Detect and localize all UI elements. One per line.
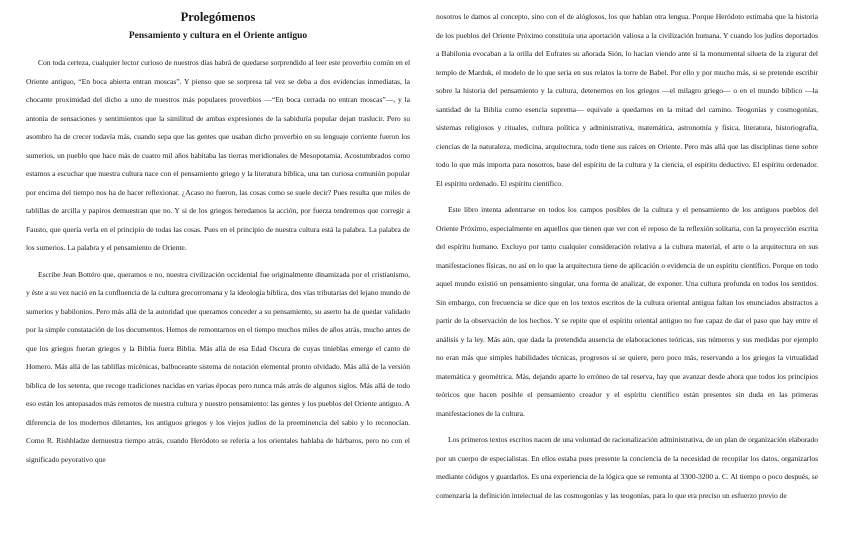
right-paragraph-3: Los primeros textos escritos nacen de una voluntad de racionalización administrativa, de un plan de organización elaborado por un cuerpo de especialistas. En ellos estaba pues presente la conciencia de la necesidad de recopilar los datos, organizarlos mediante códigos y guardarlos. Es una experiencia de la lógica que se remonta al 3300-3200 a. C. Al tiempo o poco después, se comenzaría la definición intelectual de las cosmogonías y las teogonías, para lo que era preciso un esfuerzo previo de [436, 435, 818, 500]
right-paragraph-2: Este libro intenta adentrarse en todos los campos posibles de la cultura y el pensamiento de los antiguos pueblos del Oriente Próximo, especialmente en aquellos que tienen que ver con el reposo de la reflexión solitaria, con la proyección escrita del espíritu humano. Excluyo por tanto cualquier consideración relativa a la cultura material, el arte o la arquitectura en sus manifestaciones físicas, no así en lo que la arquitectura tiene de aplicación o evidencia de un espíritu científico. Porque en todo aquel mundo existió un pensamiento singular, una forma de analizar, de exponer. Una cultura profunda en todos los sentidos. Sin embargo, con frecuencia se dice que en los textos escritos de la cultura oriental antigua faltan los enunciados abstractos a partir de la observación de los hechos. Y se repite que el espíritu oriental antiguo no fue capaz de dar el paso que hay entre el análisis y la ley. Más aún, que dada la pretendida ausencia de elaboraciones teóricas, sus números y sus medidas por ejemplo no eran más que simples habilidades técnicas, progresos si se quiere, pero poco más, reservando a los griegos la virtualidad matemática y geométrica. Más, dejando aparte lo erróneo de tal reserva, hay que avanzar desde ahora que todos los principios teóricos que hacen posible el pensamiento creador y el espíritu científico están presentes sin duda en las primeras manifestaciones de la cultura. [436, 205, 818, 418]
chapter-title: Prolegómenos [180, 10, 256, 24]
right-page [424, 0, 848, 540]
left-paragraph-1: Con toda certeza, cualquier lector curioso de nuestros días habrá de quedarse sorprendido al leer este proverbio común en el Oriente antiguo, “En boca abierta entran moscas”. Y pienso que se sorpresa tal vez se deba a dos evidencias inmediatas, la chocante proximidad del dicho a uno de nuestros más populares proverbios —“En boca cerrada no entran moscas”—, y la antonia de sensaciones y sentimientos que la similitud de ambas expresiones de la sabiduría popular dejan traslucir. Pero su asombro ha de crecer todavía más, cuando sepa que las gentes que usaban dicho proverbio en su lenguaje corriente fueron los sumerios, un pueblo que hace más de cuatro mil años habitaba las tierras meridionales de Mesopotamia. Acostumbrados como estamos a escuchar que nuestra cultura nace con el pensamiento griego y la literatura bíblica, una tan curiosa comunión popular por encima del tiempo nos ha de hacer reflexionar. ¿Acaso no fueron, las cosas como se suele decir? Pues resulta que miles de tablillas de arcilla y papiros demuestran que no. Y si de los griegos heredamos la acción, por fuerza tendremos que corregir a Fausto, que quería verla en el principio de todas las cosas. Pues en el principio de nuestra cultura está la palabra. La palabra de los sumerios. La palabra y el pensamiento de Oriente. [26, 58, 410, 253]
section-subtitle: Pensamiento y cultura en el Oriente antiguo [128, 31, 308, 41]
left-paragraph-2: Escribe Jean Bottéro que, queramos o no, nuestra civilización occidental fue originalmente dinamizada por el cristianismo, y éste a su vez nació en la confluencia de la cultura grecorromana y la ideología bíblica, dos vías tributarias del lejano mundo de sumerios y babilonios. Pero más allá de la autoridad que queramos conceder a su pensamiento, su aserto ha de quedar validado por la simple constatación de los documentos. Hemos de remontarnos en el tiempo muchos miles de años atrás, mucho antes de que los griegos fueran griegos y la Biblia fuera Biblia. Más allá de esa Edad Oscura de cuyas tinieblas emerge el canto de Homero. Más allá de las tablillas micénicas, balbuceante sistema de notación elemental pronto olvidado. Más allá de la versión bíblica de los setenta, que recoge tradiciones nacidas en varias épocas pero nunca más atrás de algunos siglos. Más allá de todo eso están los antepasados más remotos de nuestra cultura y nuestro pensamiento: las gentes y los pueblos del Oriente antiguo. A diferencia de los modernos diletantes, los antiguos griegos y los viejos judíos de la preeminencia del sabio y lo reconocían. Como R. Rishhladze demuestra tiempo atrás, cuando Heródoto se refería a los orientales hablaba de bárbaros, pero no con el significado peyorativo que [26, 269, 410, 464]
right-paragraph-1: nosotros le damos al concepto, sino con el de alóglosos, los que hablan otra lengua. Porque Heródoto estimaba que la historia de los pueblos del Oriente Próximo constituía una aportación valiosa a la civilización humana. Y cuando los judíos deportados a Babilonia evocaban a la orilla del Eufrates su añorada Sión, lo hacían viendo ante sí la monumental silueta de la zigurat del templo de Marduk, el modelo de lo que sería en sus relatos la torre de Babel. Por ello y por mucho más, si se pretende escribir sobre la historia del pensamiento y la cultura, detenernos en los griegos —el milagro griego— o en el mundo bíblico —la santidad de la Biblia como esencia suprema— equivale a quedarnos en la mitad del camino. Teogonías y cosmogonías, sistemas religiosos y rituales, cultura política y administrativa, matemática, astronomía y física, literatura, historiografía, ciencias de la naturaleza, medicina, arquitectura, todo tiene sus raíces en Oriente. Pero más allá que las disciplinas tiene sobre todo lo que más importa para nosotros, base del espíritu de la cultura y la ciencia, el espíritu deductivo. El espíritu ordenador. El espíritu ordenado. El espíritu científico. [436, 12, 818, 188]
